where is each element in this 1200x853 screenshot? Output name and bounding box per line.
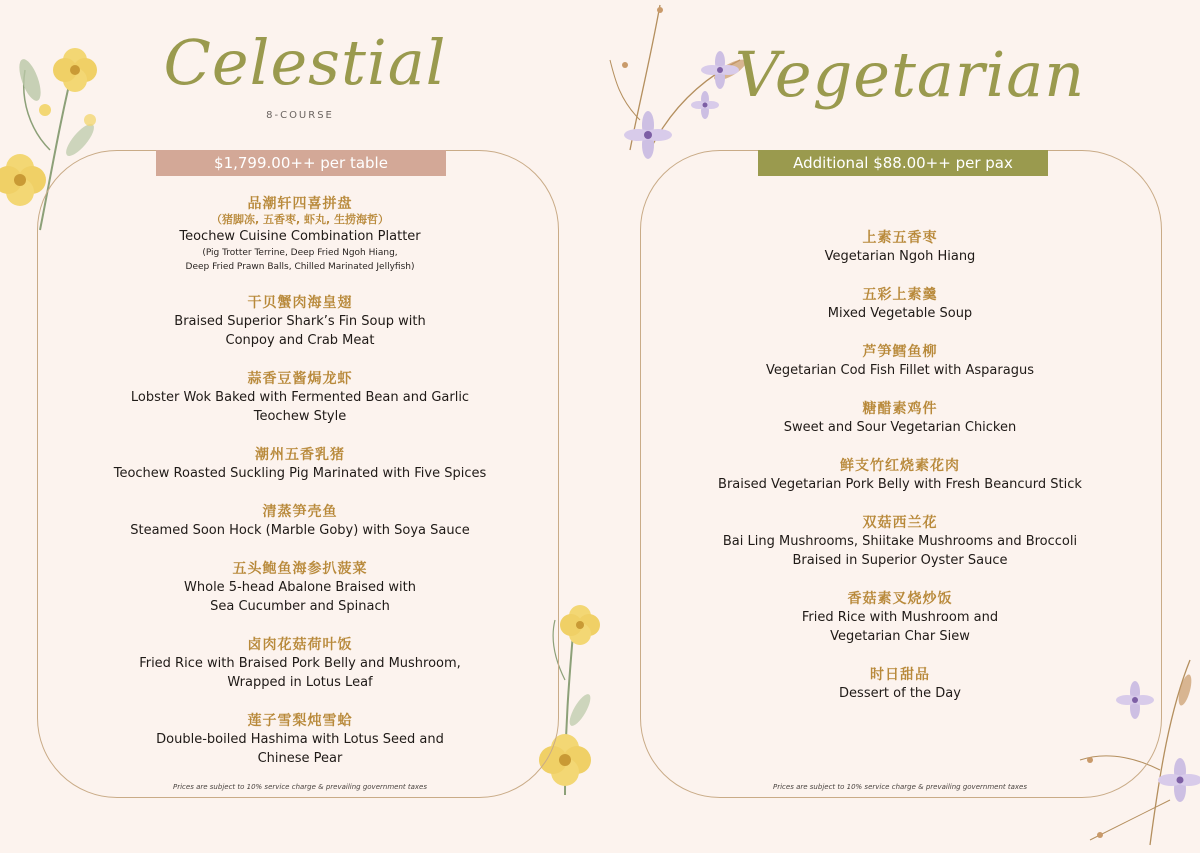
- menu-item: [60, 371, 540, 426]
- menu-item: [60, 504, 540, 540]
- dish-chinese-name: 品潮轩四喜拼盘: [247, 196, 353, 212]
- menu-item: [60, 295, 540, 350]
- dish-english-name: Teochew Style: [253, 409, 347, 424]
- dish-english-name: Sea Cucumber and Spinach: [210, 599, 390, 614]
- dish-chinese-name: 五头鲍鱼海参扒菠菜: [232, 561, 368, 577]
- dish-chinese-subtitle: （猪脚冻, 五香枣, 虾丸, 生捞海哲）: [210, 213, 390, 226]
- menu-item: [660, 344, 1140, 380]
- dish-english-name: Lobster Wok Baked with Fermented Bean and Garlic: [130, 390, 470, 405]
- dish-chinese-name: 上素五香枣: [862, 230, 938, 246]
- menu-item: [660, 230, 1140, 266]
- dish-chinese-name: 时日甜品: [870, 667, 930, 683]
- menu-item: [660, 515, 1140, 570]
- dish-english-name: Teochew Roasted Suckling Pig Marinated with Five Spices: [113, 466, 487, 481]
- dish-english-name: Dessert of the Day: [839, 686, 961, 701]
- dish-english-name: Fried Rice with Braised Pork Belly and Mushroom,: [139, 656, 461, 671]
- dish-chinese-name: 双菇西兰花: [862, 515, 938, 531]
- dish-note: Deep Fried Prawn Balls, Chilled Marinated Jellyfish): [185, 262, 415, 272]
- menu-item: [60, 637, 540, 692]
- menu-item: [660, 667, 1140, 703]
- dish-chinese-name: 清蒸笋壳鱼: [262, 504, 338, 520]
- celestial-menu-list: [60, 196, 540, 789]
- dish-english-name: Braised in Superior Oyster Sauce: [792, 553, 1008, 568]
- dish-english-name: Bai Ling Mushrooms, Shiitake Mushrooms and Broccoli: [722, 534, 1078, 549]
- vegetarian-menu-page: [600, 0, 1200, 849]
- dish-chinese-name: 糖醋素鸡件: [862, 401, 938, 417]
- menu-item: [60, 196, 540, 274]
- vegetarian-menu-list: [660, 230, 1140, 724]
- dish-english-name: Vegetarian Ngoh Hiang: [824, 249, 976, 264]
- dish-chinese-name: 芦笋鳕鱼柳: [862, 344, 938, 360]
- dish-chinese-name: 干贝蟹肉海皇翅: [247, 295, 353, 311]
- dish-english-name: Wrapped in Lotus Leaf: [227, 675, 373, 690]
- price-banner: $1,799.00++ per table: [156, 150, 446, 176]
- dish-chinese-name: 莲子雪梨炖雪蛤: [247, 713, 353, 729]
- price-footnote: Prices are subject to 10% service charge & prevailing government taxes: [173, 783, 427, 791]
- dish-chinese-name: 蒜香豆酱焗龙虾: [247, 371, 353, 387]
- dish-english-name: Sweet and Sour Vegetarian Chicken: [783, 420, 1017, 435]
- celestial-title: Celestial: [163, 26, 447, 99]
- menu-item: [60, 561, 540, 616]
- dish-note: (Pig Trotter Terrine, Deep Fried Ngoh Hiang,: [202, 248, 398, 258]
- dish-chinese-name: 五彩上素羹: [862, 287, 938, 303]
- dish-chinese-name: 潮州五香乳猪: [255, 447, 345, 463]
- dish-english-name: Fried Rice with Mushroom and: [801, 610, 999, 625]
- menu-item: [660, 458, 1140, 494]
- vegetarian-title: Vegetarian: [734, 38, 1086, 111]
- dish-chinese-name: 卤肉花菇荷叶饭: [247, 637, 353, 653]
- dish-english-name: Teochew Cuisine Combination Platter: [179, 229, 421, 244]
- menu-item: [660, 401, 1140, 437]
- dish-english-name: Whole 5-head Abalone Braised with: [184, 580, 416, 595]
- price-banner: Additional $88.00++ per pax: [758, 150, 1048, 176]
- menu-item: [660, 287, 1140, 323]
- dish-chinese-name: 香菇素叉烧炒饭: [847, 591, 953, 607]
- menu-item: [60, 447, 540, 483]
- dish-english-name: Chinese Pear: [257, 751, 343, 766]
- dish-english-name: Vegetarian Char Siew: [830, 629, 970, 644]
- price-footnote: Prices are subject to 10% service charge & prevailing government taxes: [773, 783, 1027, 791]
- dish-english-name: Mixed Vegetable Soup: [827, 306, 973, 321]
- celestial-menu-page: [0, 0, 600, 849]
- dish-english-name: Braised Vegetarian Pork Belly with Fresh Beancurd Stick: [718, 477, 1082, 492]
- dish-english-name: Braised Superior Shark’s Fin Soup with: [174, 314, 426, 329]
- dish-english-name: Conpoy and Crab Meat: [225, 333, 375, 348]
- dish-chinese-name: 鲜支竹红烧素花肉: [840, 458, 960, 474]
- dish-english-name: Steamed Soon Hock (Marble Goby) with Soya Sauce: [130, 523, 470, 538]
- dish-english-name: Double-boiled Hashima with Lotus Seed and: [156, 732, 444, 747]
- dish-english-name: Vegetarian Cod Fish Fillet with Asparagus: [766, 363, 1034, 378]
- menu-item: [660, 591, 1140, 646]
- menu-item: [60, 713, 540, 768]
- course-count: 8-COURSE: [266, 110, 334, 121]
